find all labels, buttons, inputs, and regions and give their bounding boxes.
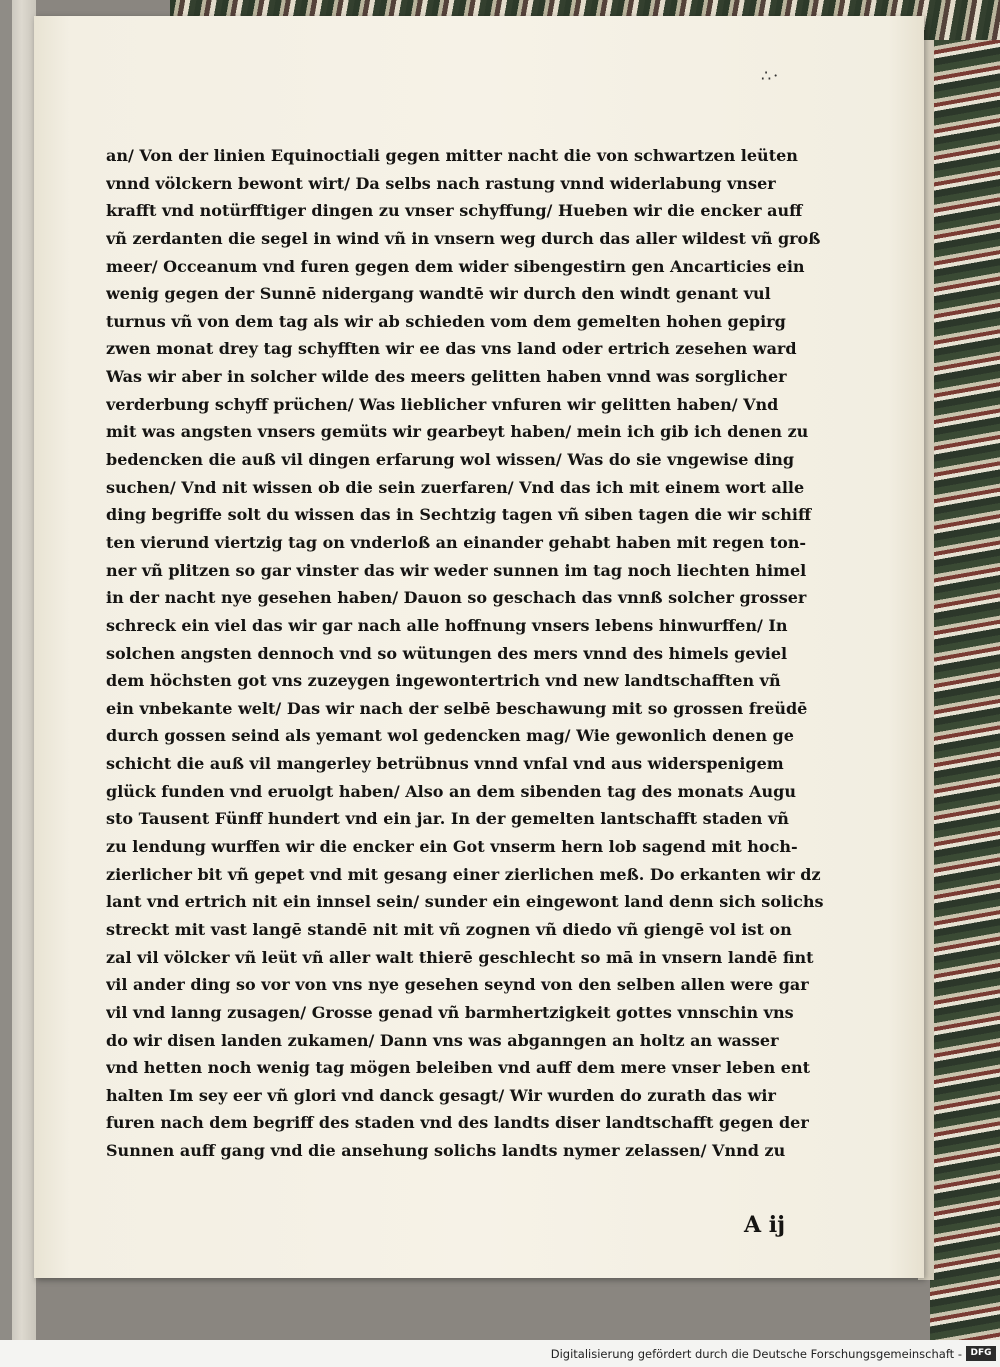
text-line: vnd hetten noch wenig tag mögen beleiben vnd auff dem mere vnser leben ent: [106, 1058, 810, 1078]
dfg-logo: DFG: [966, 1346, 996, 1361]
signature-mark: A ij: [744, 1212, 786, 1238]
text-line: halten Im sey eer vñ glori vnd danck gesagt/ Wir wurden do zurath das wir: [106, 1085, 776, 1105]
text-line: Was wir aber in solcher wilde des meers gelitten haben vnnd was sorglicher: [106, 367, 787, 387]
footer-credit: Digitalisierung gefördert durch die Deutsche Forschungsgemeinschaft -: [550, 1347, 962, 1361]
text-line: do wir disen landen zukamen/ Dann vns was abganngen an holtz an wasser: [106, 1030, 779, 1050]
text-line: verderbung schyff prüchen/ Was lieblicher vnfuren wir gelitten haben/ Vnd: [106, 394, 779, 414]
page-text: [106, 142, 896, 1165]
text-line: furen nach dem begriff des staden vnd des landts diser landtschafft gegen der: [106, 1113, 809, 1133]
book-board-left: [0, 0, 12, 1340]
text-line: ein vnbekante welt/ Das wir nach der selbē beschawung mit so grossen freüdē: [106, 698, 808, 718]
text-line: krafft vnd notürfftiger dingen zu vnser schyffung/ Hueben wir die encker auff: [106, 201, 803, 221]
text-line: meer/ Occeanum vnd furen gegen dem wider sibengestirn gen Ancarticies ein: [106, 256, 805, 276]
text-line: vil vnd lanng zusagen/ Grosse genad vñ barmhertzigkeit gottes vnnschin vns: [106, 1002, 794, 1022]
marbled-endpaper-right: [930, 40, 1000, 1340]
text-line: durch gossen seind als yemant wol gedencken mag/ Wie gewonlich denen ge: [106, 726, 794, 746]
text-line: an/ Von der linien Equinoctiali gegen mitter nacht die von schwartzen leüten: [106, 146, 798, 165]
text-line: schicht die auß vil mangerley betrübnus vnnd vnfal vnd aus widerspenigem: [106, 754, 784, 774]
text-line: zwen monat drey tag schyfften wir ee das vns land oder ertrich zesehen ward: [106, 339, 797, 359]
text-line: ding begriffe solt du wissen das in Sechtzig tagen vñ siben tagen die wir schiff: [106, 505, 812, 525]
book-page: [34, 16, 924, 1278]
text-line: in der nacht nye gesehen haben/ Dauon so geschach das vnnß solcher grosser: [106, 588, 807, 608]
text-line: zal vil völcker vñ leüt vñ aller walt thierē geschlecht so mā in vnsern landē fint: [106, 947, 814, 967]
text-line: dem höchsten got vns zuzeygen ingewontertrich vnd new landtschafften vñ: [106, 671, 781, 691]
text-line: zierlicher bit vñ gepet vnd mit gesang einer zierlichen meß. Do erkanten wir dz: [106, 864, 821, 884]
text-line: Sunnen auff gang vnd die ansehung solichs landts nymer zelassen/ Vnnd zu: [106, 1141, 786, 1161]
footer-bar: [0, 1344, 1000, 1367]
ink-marks: ∴·: [761, 66, 781, 85]
text-line: suchen/ Vnd nit wissen ob die sein zuerfaren/ Vnd das ich mit einem wort alle: [106, 477, 805, 497]
text-line: lant vnd ertrich nit ein innsel sein/ sunder ein eingewont land denn sich solichs: [106, 892, 824, 912]
text-line: turnus vñ von dem tag als wir ab schieden vom dem gemelten hohen gepirg: [106, 311, 786, 331]
text-line: ner vñ plitzen so gar vinster das wir weder sunnen im tag noch liechten himel: [106, 560, 807, 580]
text-line: vñ zerdanten die segel in wind vñ in vnsern weg durch das aller wildest vñ groß: [106, 228, 821, 248]
text-line: wenig gegen der Sunnē nidergang wandtē wir durch den windt genant vul: [106, 284, 771, 304]
text-line: zu lendung wurffen wir die encker ein Got vnserm hern lob sagend mit hoch-: [106, 837, 798, 857]
text-line: vil ander ding so vor von vns nye gesehen seynd von den selben allen were gar: [106, 975, 809, 995]
text-line: mit was angsten vnsers gemüts wir gearbeyt haben/ mein ich gib ich denen zu: [106, 422, 809, 442]
text-line: ten vierund viertzig tag on vnderloß an einander gehabt haben mit regen ton-: [106, 532, 807, 552]
text-line: vnnd völckern bewont wirt/ Da selbs nach rastung vnnd widerlabung vnser: [106, 173, 776, 193]
text-line: solchen angsten dennoch vnd so wütungen des mers vnnd des himels geviel: [106, 643, 788, 663]
text-line: bedencken die auß vil dingen erfarung wol wissen/ Was do sie vngewise ding: [106, 450, 795, 470]
text-line: schreck ein viel das wir gar nach alle hoffnung vnsers lebens hinwurffen/ In: [106, 615, 788, 635]
text-line: sto Tausent Fünff hundert vnd ein jar. In der gemelten lantschafft staden vñ: [106, 809, 789, 829]
text-line: streckt mit vast langē standē nit mit vñ zognen vñ diedo vñ giengē vol ist on: [106, 919, 792, 939]
text-line: glück funden vnd eruolgt haben/ Also an dem sibenden tag des monats Augu: [106, 781, 796, 801]
